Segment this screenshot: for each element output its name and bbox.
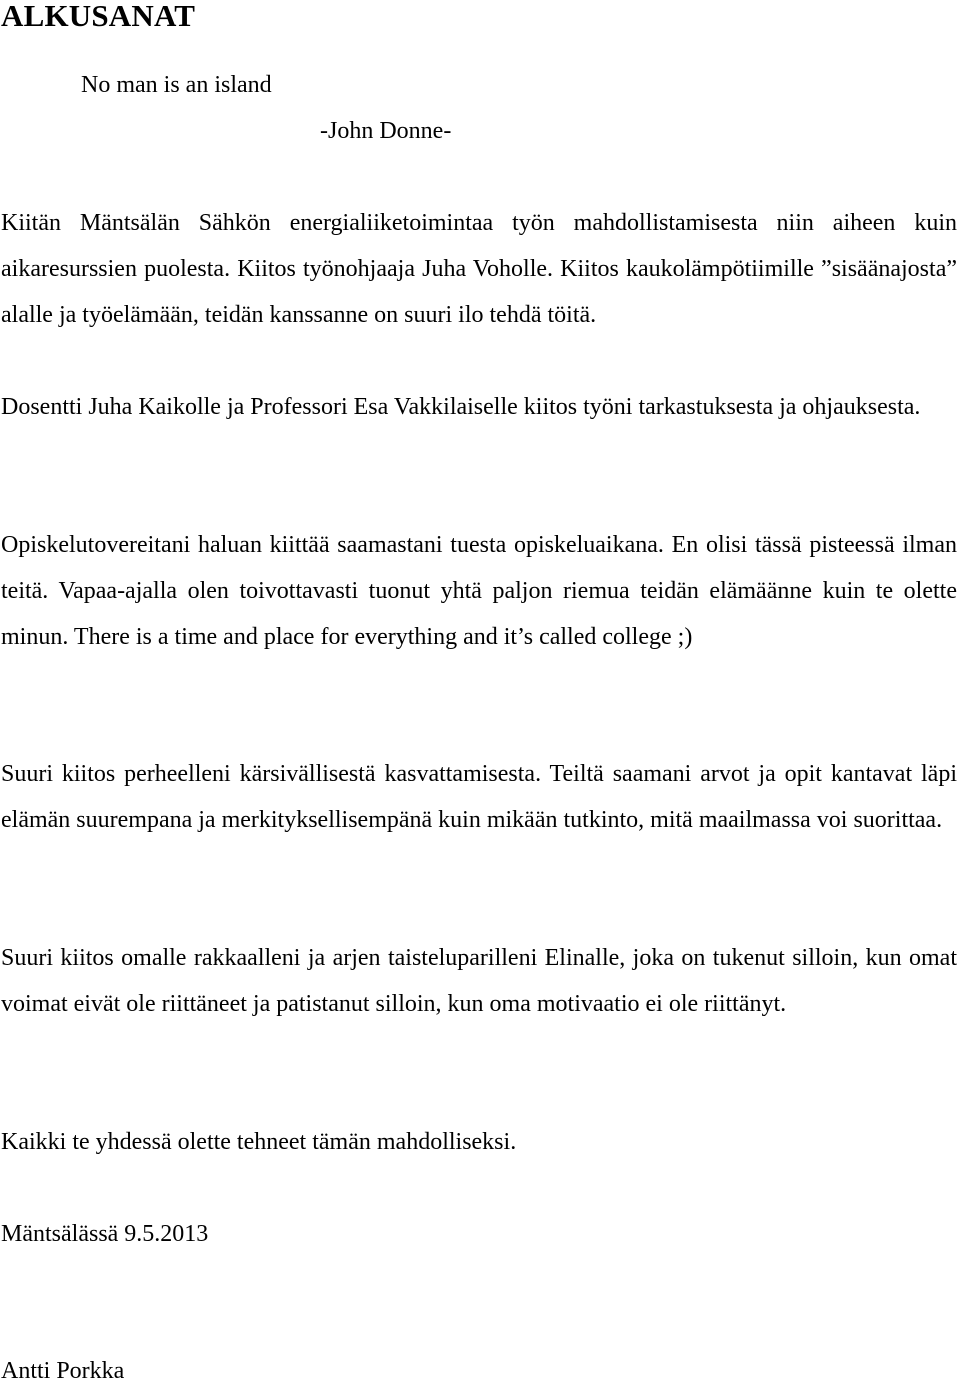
paragraph-thanks-family: Suuri kiitos perheelleni kärsivällisestä kasvattamisesta. Teiltä saamani arvot ja opit kantavat läpi elämän suurempana ja merkityksellisempänä kuin mikään tutkinto, mitä maailmassa voi suorittaa. (1, 761, 957, 833)
epigraph-quote: No man is an island (81, 72, 272, 98)
paragraph-thanks-supervisors: Dosentti Juha Kaikolle ja Professori Esa Vakkilaiselle kiitos työni tarkastuksesta ja ohjauksesta. (1, 394, 921, 420)
paragraph-thanks-classmates: Opiskelutovereitani haluan kiittää saamastani tuesta opiskeluaikana. En olisi tässä pisteessä ilman teitä. Vapaa-ajalla olen toivottavasti tuonut yhtä paljon riemua teidän elämäänne kuin te olette minun. There is a time and place for everything and it’s called college ;) (1, 532, 957, 650)
place-date: Mäntsälässä 9.5.2013 (1, 1221, 209, 1247)
paragraph-closing: Kaikki te yhdessä olette tehneet tämän mahdolliseksi. (1, 1129, 517, 1155)
page-heading: ALKUSANAT (1, 0, 196, 33)
paragraph-thanks-employer: Kiitän Mäntsälän Sähkön energialiiketoimintaa työn mahdollistamisesta niin aiheen kuin aikaresurssien puolesta. Kiitos työnohjaaja Juha Voholle. Kiitos kaukolämpötiimille ”sisäänajosta” alalle ja työelämään, teidän kanssanne on suuri ilo tehdä töitä. (1, 210, 957, 328)
signature: Antti Porkka (1, 1358, 125, 1384)
paragraph-thanks-partner: Suuri kiitos omalle rakkaalleni ja arjen taisteluparilleni Elinalle, joka on tukenut silloin, kun omat voimat eivät ole riittäneet ja patistanut silloin, kun oma motivaatio ei ole riittänyt. (1, 945, 957, 1017)
epigraph-author: -John Donne- (320, 118, 452, 144)
